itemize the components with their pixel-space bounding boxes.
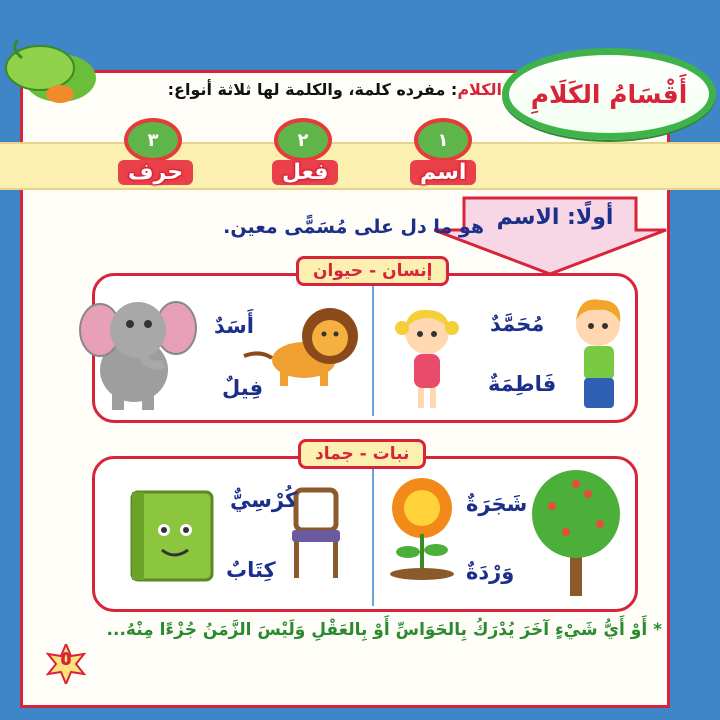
word-book: كِتَابٌ: [226, 558, 276, 582]
elephant-illustration: [78, 290, 204, 416]
type-label-verb: فعل: [272, 160, 338, 185]
word-elephant: فِيلٌ: [222, 376, 264, 400]
word-tree: شَجَرَةٌ: [466, 492, 528, 516]
group2-label: نبات - جماد: [298, 439, 426, 469]
types-band: [0, 142, 720, 190]
page-number: ٥: [59, 646, 73, 670]
type-label-noun: اسم: [410, 160, 476, 185]
flower-illustration: [380, 474, 464, 584]
group1-label: إنسان - حيوان: [296, 256, 449, 286]
section-heading: أولًا: الاسم: [496, 205, 614, 230]
boy-illustration: [568, 296, 630, 416]
book-illustration: [126, 484, 218, 584]
word-flower: وَرْدَةٌ: [466, 560, 515, 584]
girl-illustration: [394, 304, 460, 414]
type-number-3: ٣: [124, 118, 182, 162]
intro-text: : مفرده كلمة، والكلمة لها ثلاثة أنواع:: [167, 80, 458, 99]
type-label-particle: حرف: [118, 160, 193, 185]
panel-divider-1: [372, 282, 374, 416]
footnote: * أَوْ أَيُّ شَيْءٍ آخَرَ يُدْرَكُ بِالحَوَاسِّ أَوْ بِالعَقْلِ وَلَيْسَ الزَّمَنُ جُزْءًا مِنْهُ...: [106, 620, 662, 640]
title-banner: [502, 48, 716, 140]
type-number-1: ١: [414, 118, 472, 162]
word-lion: أَسَدٌ: [214, 314, 254, 338]
intro-term: الكلام: [457, 80, 502, 99]
intro-line: [72, 80, 502, 99]
word-chair: كُرْسِيٌّ: [230, 488, 298, 512]
tree-illustration: [522, 466, 632, 598]
word-muhammad: مُحَمَّدٌ: [490, 312, 545, 336]
type-number-2: ٢: [274, 118, 332, 162]
page-title: أَقْسَامُ الكَلَامِ: [530, 79, 688, 109]
noun-definition: هو ما دل على مُسَمًّى معين.: [223, 216, 484, 238]
panel-divider-2: [372, 466, 374, 606]
word-fatima: فَاطِمَةٌ: [488, 372, 557, 396]
